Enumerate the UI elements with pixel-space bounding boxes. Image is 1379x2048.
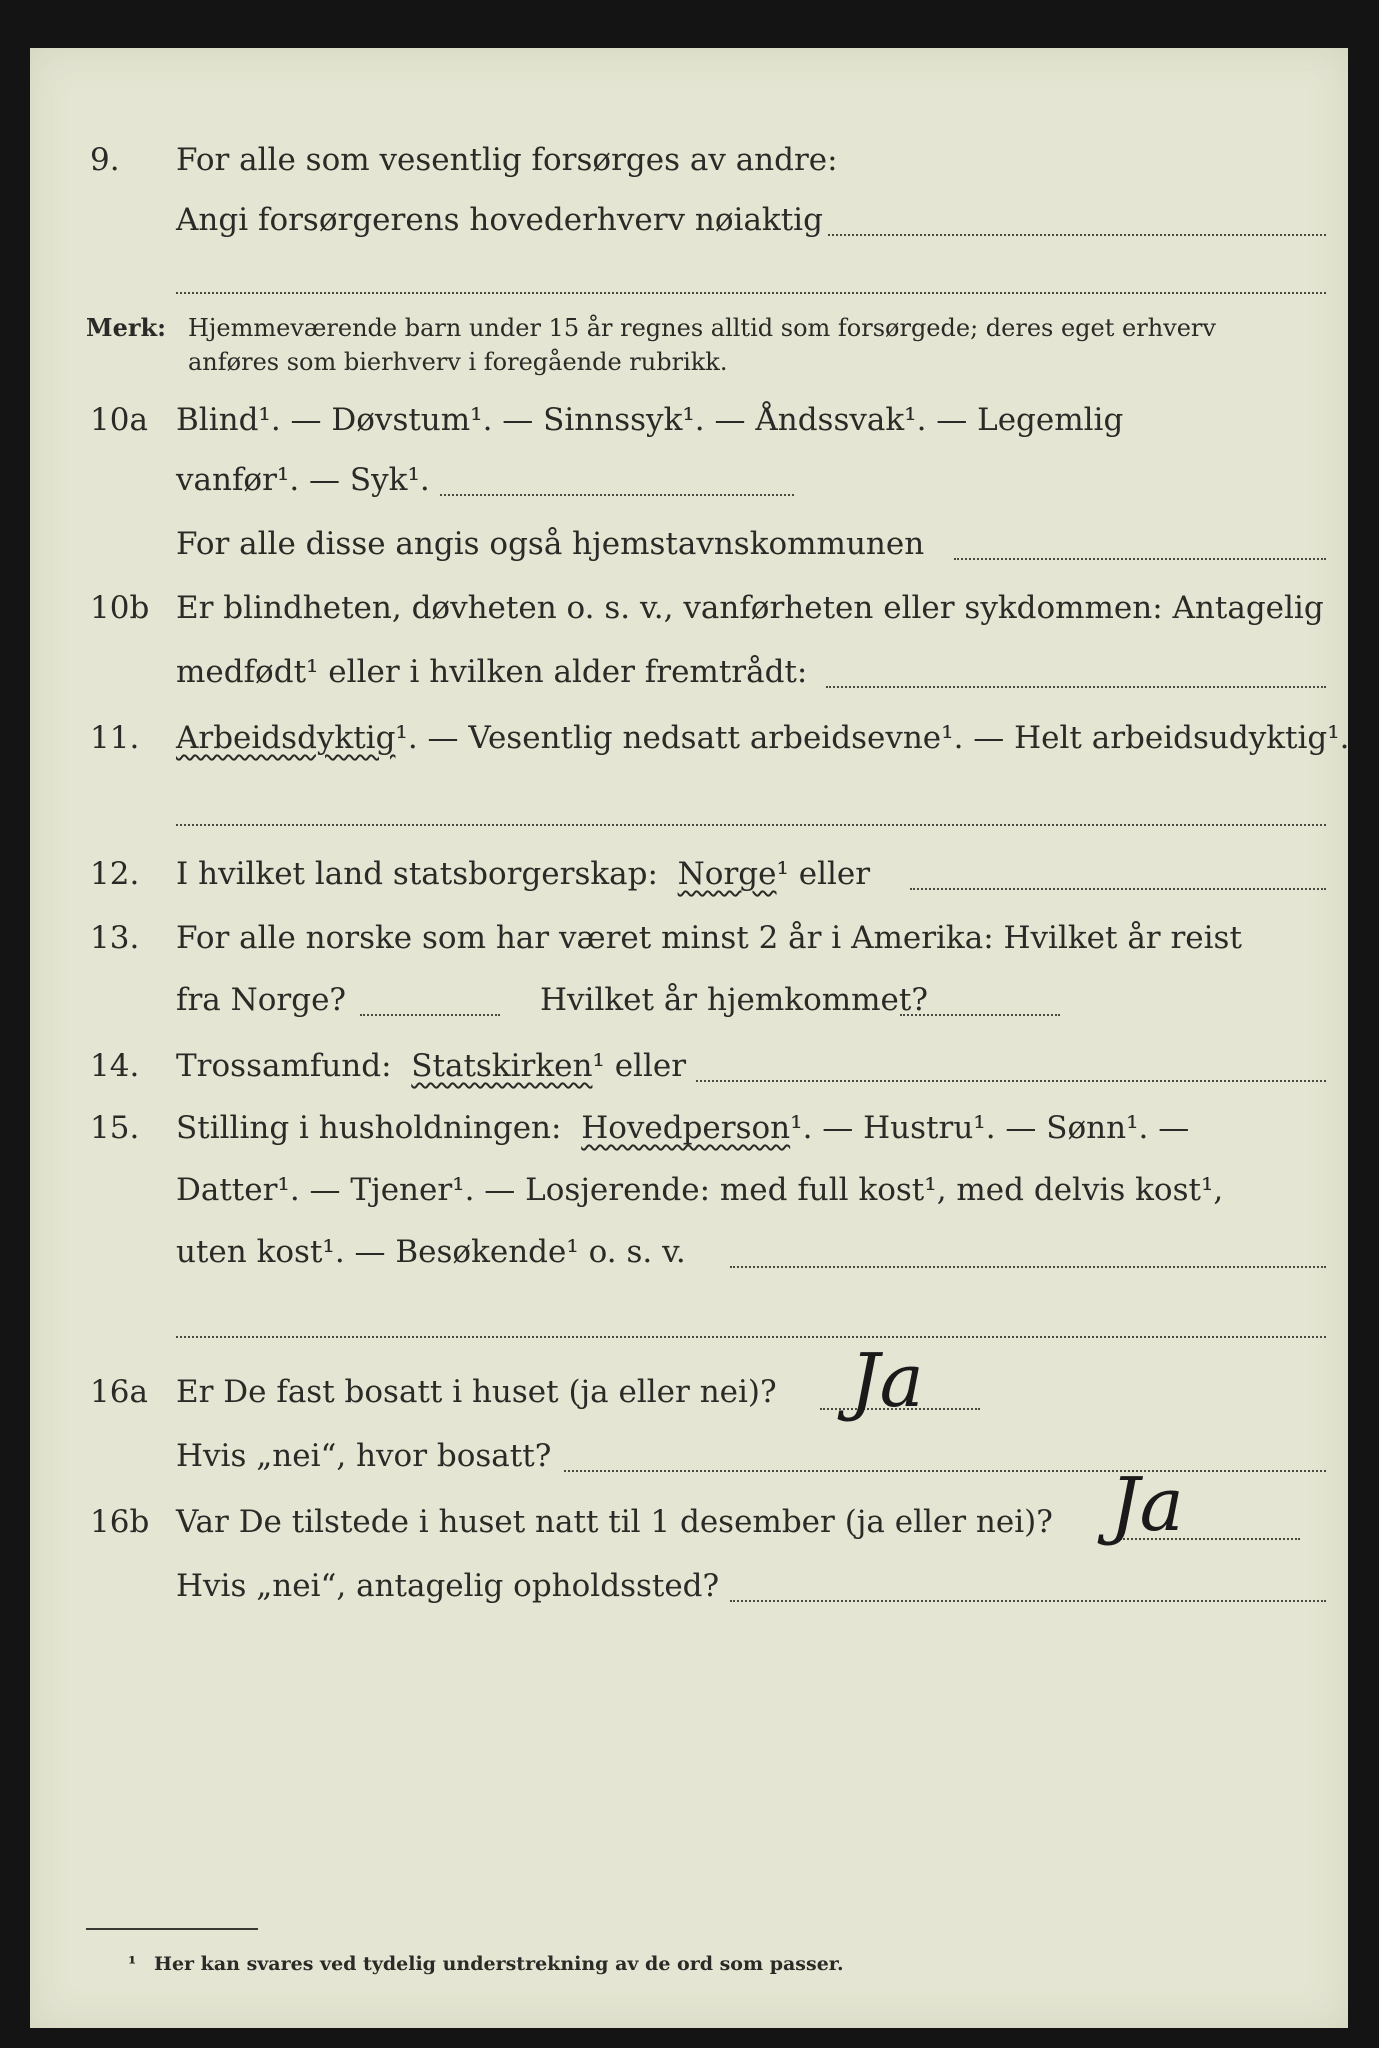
footnote-divider <box>86 1928 258 1930</box>
q14-label: Trossamfund: <box>176 1048 392 1084</box>
q14-option-state-church-underlined[interactable]: Statskirken <box>411 1048 593 1084</box>
q15-label: Stilling i husholdningen: <box>176 1110 562 1146</box>
merk-text-2: anføres som bierhverv i foregående rubrikk. <box>188 348 728 376</box>
q10b-number: 10b <box>90 590 150 626</box>
q10a-sick-field[interactable] <box>440 494 794 496</box>
q15-option-head-underlined[interactable]: Hovedperson <box>581 1110 791 1146</box>
q12-number: 12. <box>90 856 140 892</box>
q10a-number: 10a <box>90 402 148 438</box>
q15-question <box>176 1108 1189 1148</box>
q16a-number: 16a <box>90 1374 148 1410</box>
q14-number: 14. <box>90 1048 140 1084</box>
q15-options-3: uten kost¹. — Besøkende¹ o. s. v. <box>176 1234 686 1270</box>
q11-answer-line[interactable] <box>176 824 1326 826</box>
q13-number: 13. <box>90 920 140 956</box>
footnote-text: Her kan svares ved tydelig understrekning av de ord som passer. <box>154 1953 844 1975</box>
q10a-options: Blind¹. — Døvstum¹. — Sinnssyk¹. — Åndssvak¹. — Legemlig <box>176 402 1124 438</box>
q9-answer-line-2[interactable] <box>176 292 1326 294</box>
q10a-home-municipality-field[interactable] <box>954 558 1326 560</box>
q16b-whereabouts-label: Hvis „nei“, antagelig opholdssted? <box>176 1568 720 1604</box>
q12-option-norway-underlined[interactable]: Norge <box>677 856 777 892</box>
q12-label: I hvilket land statsborgerskap: <box>176 856 658 892</box>
q13-question: For alle norske som har været minst 2 år i Amerika: Hvilket år reist <box>176 920 1242 956</box>
q9-answer-field[interactable] <box>828 234 1326 236</box>
q14-or: ¹ eller <box>592 1048 687 1084</box>
q10b-answer-field[interactable] <box>826 686 1326 688</box>
q9-supporter-occupation-label: Angi forsørgerens hovederhverv nøiaktig <box>176 202 823 238</box>
merk-label: Merk: <box>86 313 166 342</box>
q11-options <box>176 718 1350 758</box>
q10a-home-municipality-label: For alle disse angis også hjemstavnskommunen <box>176 526 925 562</box>
q16b-question: Var De tilstede i huset natt til 1 desember (ja eller nei)? <box>176 1504 1053 1540</box>
q9-question: For alle som vesentlig forsørges av andre: <box>176 142 838 178</box>
q12-or: ¹ eller <box>776 856 871 892</box>
q12-question <box>176 854 870 894</box>
q16b-number: 16b <box>90 1504 150 1540</box>
q15-other-field[interactable] <box>730 1266 1326 1268</box>
q13-left-label: fra Norge? <box>176 982 347 1018</box>
q11-options-rest: ¹. — Vesentlig nedsatt arbeidsevne¹. — Helt arbeidsudyktig¹. <box>395 720 1350 756</box>
footnote-mark: ¹ <box>128 1953 137 1975</box>
merk-text-1: Hjemmeværende barn under 15 år regnes alltid som forsørgede; deres eget erhverv <box>188 314 1216 342</box>
q15-options-2: Datter¹. — Tjener¹. — Losjerende: med full kost¹, med delvis kost¹, <box>176 1172 1224 1208</box>
q13-year-left-field[interactable] <box>360 1014 500 1016</box>
census-form-page <box>30 48 1348 2028</box>
q16a-question: Er De fast bosatt i huset (ja eller nei)? <box>176 1374 777 1410</box>
q16a-where-field[interactable] <box>564 1470 1326 1472</box>
q12-other-country-field[interactable] <box>910 888 1326 890</box>
q15-number: 15. <box>90 1110 140 1146</box>
q15-answer-line[interactable] <box>176 1336 1326 1338</box>
q14-other-faith-field[interactable] <box>696 1080 1326 1082</box>
q10a-options-cont: vanfør¹. — Syk¹. <box>176 462 430 498</box>
q11-option-able-underlined[interactable]: Arbeidsdyktig <box>176 720 396 756</box>
q15-options-rest: ¹. — Hustru¹. — Sønn¹. — <box>790 1110 1190 1146</box>
q16a-handwritten-answer: Ja <box>850 1338 924 1424</box>
q16b-whereabouts-field[interactable] <box>730 1600 1326 1602</box>
q10b-question: Er blindheten, døvheten o. s. v., vanførheten eller sykdommen: Antagelig <box>176 590 1324 626</box>
q11-number: 11. <box>90 720 140 756</box>
q13-year-returned-field[interactable] <box>900 1014 1060 1016</box>
q9-number: 9. <box>90 142 120 178</box>
q14-question <box>176 1046 686 1086</box>
q16a-where-label: Hvis „nei“, hvor bosatt? <box>176 1438 552 1474</box>
q10b-question-cont: medfødt¹ eller i hvilken alder fremtrådt: <box>176 654 808 690</box>
q16b-handwritten-answer: Ja <box>1110 1462 1184 1548</box>
q13-returned-label: Hvilket år hjemkommet? <box>540 982 928 1018</box>
